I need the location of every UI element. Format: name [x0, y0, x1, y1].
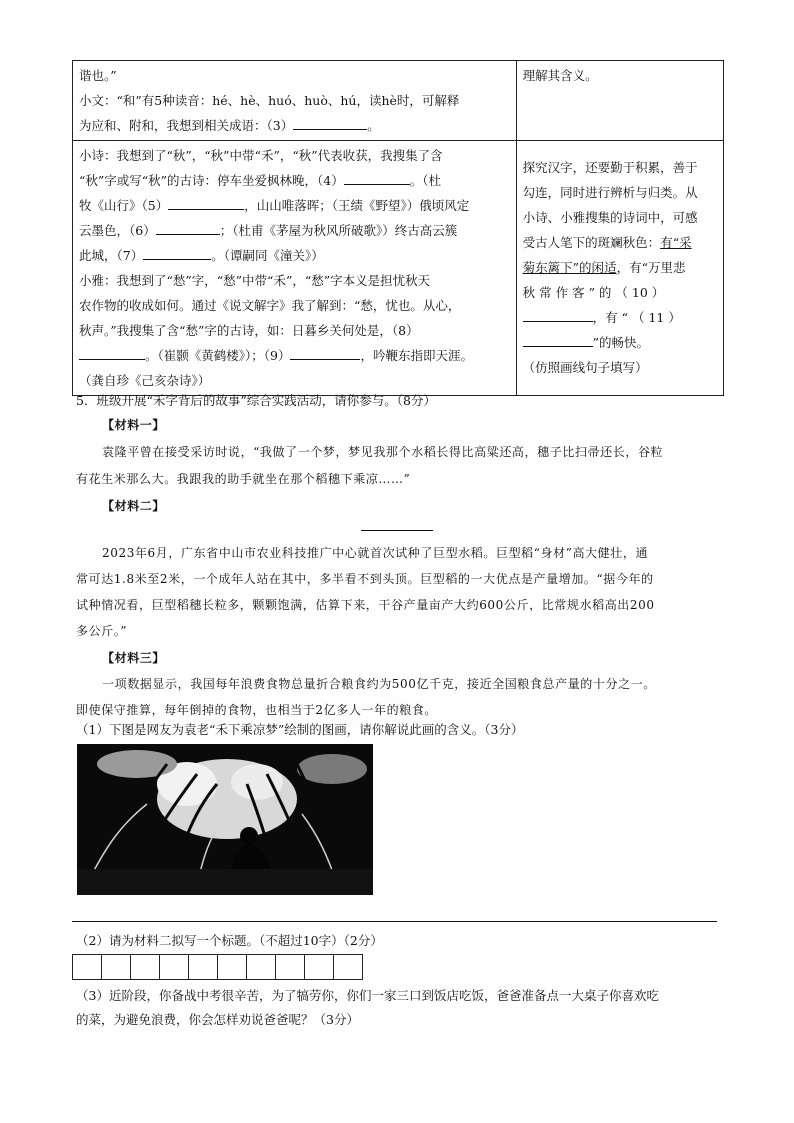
text-line: 受古人笔下的斑斓秋色：有“采	[522, 235, 692, 250]
answer-blank-8[interactable]	[79, 345, 145, 360]
underlined-example: 菊东篱下”的闲适	[522, 260, 617, 275]
answer-blank-5[interactable]	[168, 195, 244, 210]
text-line: 小雅：我想到了“愁”字，“愁”中带“禾”，“愁”字本义是担忧秋天	[79, 273, 431, 288]
text-line: ”的畅快。	[523, 330, 717, 355]
text-line: 小诗：我想到了“秋”，“秋”中带“禾”，“秋”代表收获，我搜集了含	[79, 148, 443, 163]
answer-blank-3[interactable]	[293, 115, 367, 130]
answer-box[interactable]	[72, 954, 102, 980]
sub-question-1: （1）下图是网友为袁老“禾下乘凉梦”绘制的图画，请你解说此画的含义。（3分）	[76, 722, 524, 737]
material-2-text: 常可达1.8米至2米，一个成年人站在其中，多半看不到头顶。巨型稻的一大优点是产量增加。“据今年的	[76, 572, 654, 586]
material-3-text: 即使保守推算，每年倒掉的食物，也相当于2亿多人一年的粮食。	[76, 703, 438, 717]
answer-blank-10[interactable]	[523, 307, 593, 322]
answer-blank-9[interactable]	[290, 345, 360, 360]
sub-question-3: （3）近阶段，你备战中考很辛苦，为了犒劳你，你们一家三口到饭店吃饭，爸爸准备点一大桌子你喜欢吃 的菜，为避免浪费，你会怎样劝说爸爸呢？（3分）	[76, 988, 659, 1027]
text-line: 小文：“和”有5种读音：hé、hè、huó、huò、hú，读hè时，可解释	[79, 93, 460, 108]
answer-blank-6[interactable]	[156, 220, 220, 235]
answer-box[interactable]	[130, 954, 160, 980]
title-answer-boxes[interactable]	[72, 954, 363, 980]
text-line: 云墨色，（6） ；（杜甫《茅屋为秋风所破歌》）终古高云簇	[79, 218, 510, 243]
text-line: （龚自珍《己亥杂诗》）	[79, 373, 211, 388]
table-cell-pronunciation	[73, 61, 517, 141]
answer-line[interactable]	[72, 921, 717, 922]
material-1-text: 有花生米那么大。我跟我的助手就坐在那个稻穗下乘凉……”	[76, 472, 411, 486]
answer-box[interactable]	[333, 954, 363, 980]
answer-box[interactable]	[217, 954, 247, 980]
answer-box[interactable]	[101, 954, 131, 980]
material-2-text: 多公斤。”	[76, 624, 128, 638]
material-2-heading: 【材料二】	[102, 499, 166, 513]
answer-blank-11[interactable]	[523, 332, 593, 347]
text-line: 勾连，同时进行辨析与归类。从	[522, 185, 698, 200]
answer-box[interactable]	[275, 954, 305, 980]
text-line: 菊东篱下”的闲适，有“万里悲	[522, 260, 686, 275]
material-1-heading: 【材料一】	[102, 418, 166, 432]
illustration-drawing	[77, 744, 373, 895]
material-1-text: 袁隆平曾在接受采访时说，“我做了一个梦，梦见我那个水稻长得比高粱还高，穗子比扫帚还长，谷粒	[102, 445, 664, 459]
rice-dream-illustration	[77, 744, 373, 895]
text-line: 牧《山行》（5） ，山山唯落晖；（王绩《野望》）俄顷风定	[79, 193, 510, 218]
text-line: 谐也。”	[79, 68, 117, 83]
underlined-example: 有“采	[660, 235, 692, 250]
text-line: 秋 常 作 客 ” 的 （ 10 ）	[522, 285, 665, 300]
text-line: 农作物的收成如何。通过《说文解字》我了解到：“愁，忧也。从心，	[79, 298, 461, 313]
text-line: “秋”字或写“秋”的古诗：停车坐爱枫林晚，（4） 。（杜	[79, 168, 510, 193]
text-line: 。（崔颢《黄鹤楼》）；（9） ，吟鞭东指即天涯。	[79, 343, 510, 368]
text-line: 秋声。”我搜集了含“愁”字的古诗，如：日暮乡关何处是，（8）	[79, 323, 419, 338]
text-line: 此城，（7） 。（谭嗣同《潼关》）	[79, 243, 510, 268]
table-cell-hint	[516, 61, 723, 141]
text-line: 小诗、小雅搜集的诗词中，可感	[522, 210, 698, 225]
answer-blank-4[interactable]	[344, 170, 410, 185]
material-2-text: 试种情况看，巨型稻穗长粒多，颗颗饱满，估算下来，干谷产量亩产大约600公斤，比常规水稻高出200	[76, 598, 655, 612]
text-line: 理解其含义。	[522, 68, 598, 83]
text-line: （仿照画线句子填写）	[522, 360, 648, 375]
sub-question-2: （2）请为材料二拟写一个标题。（不超过10字）（2分）	[76, 933, 383, 948]
text-line: ，有 “ （ 11 ）	[523, 305, 717, 330]
answer-box[interactable]	[304, 954, 334, 980]
question-table	[72, 60, 724, 396]
question-5-title: 5．班级开展“禾字背后的故事”综合实践活动，请你参与。（8分）	[76, 393, 436, 408]
answer-blank-7[interactable]	[143, 245, 211, 260]
answer-box[interactable]	[246, 954, 276, 980]
material-3-text: 一项数据显示，我国每年浪费食物总量折合粮食约为500亿千克，接近全国粮食总产量的十分之一。	[102, 677, 656, 691]
answer-box[interactable]	[188, 954, 218, 980]
table-cell-poems	[73, 141, 517, 396]
answer-box[interactable]	[159, 954, 189, 980]
text-line: 探究汉字，还要勤于积累，善于	[522, 160, 698, 175]
text-line: 为应和、附和，我想到相关成语：（3） 。	[79, 113, 510, 138]
title-blank-line	[361, 530, 433, 531]
material-2-text: 2023年6月，广东省中山市农业科技推广中心就首次试种了巨型水稻。巨型稻“身材”高大健壮，通	[102, 546, 649, 560]
material-3-heading: 【材料三】	[102, 651, 166, 665]
table-cell-summary	[516, 141, 723, 396]
